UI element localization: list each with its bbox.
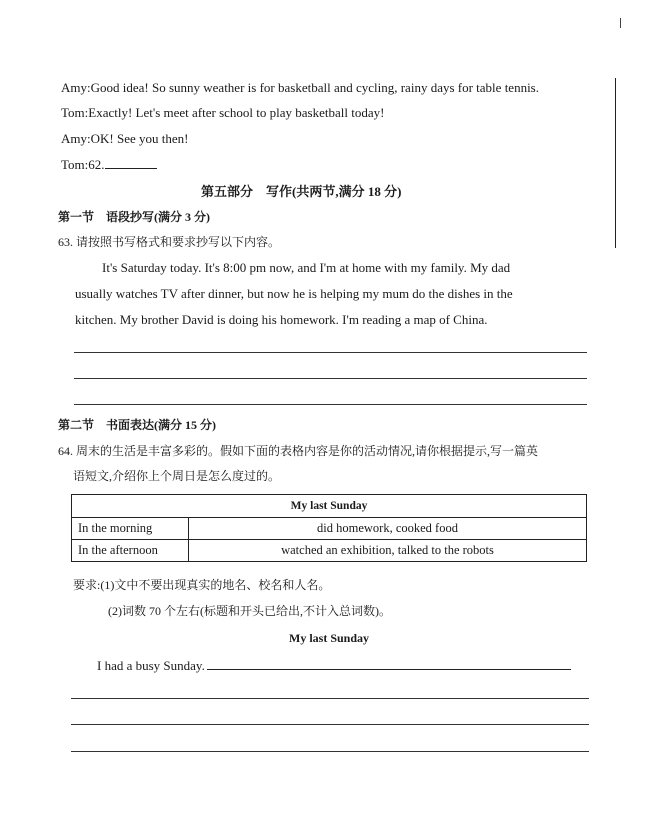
copy-writing-line-3[interactable] (74, 404, 587, 405)
essay-opening-line (97, 658, 571, 674)
passage-line-3: kitchen. My brother David is doing his homework. I'm reading a map of China. (75, 312, 488, 327)
table-row (72, 518, 587, 540)
table-row (72, 540, 587, 562)
question-63-prompt: 63. 请按照书写格式和要求抄写以下内容。 (58, 235, 281, 249)
passage-line-2: usually watches TV after dinner, but now he is helping my mum do the dishes in the (75, 286, 513, 301)
essay-writing-line-3[interactable] (71, 724, 589, 725)
margin-vertical-line (615, 78, 616, 248)
essay-opening-sentence: I had a busy Sunday. (97, 658, 205, 673)
page-corner-mark (620, 18, 621, 28)
question-64-prompt-line-1: 64. 周末的生活是丰富多彩的。假如下面的表格内容是你的活动情况,请你根据提示,写一篇英 (58, 444, 539, 458)
essay-writing-line-2[interactable] (71, 698, 589, 699)
table-header-row (72, 495, 587, 518)
table-row-value-afternoon: watched an exhibition, talked to the robots (189, 540, 587, 562)
answer-blank-62[interactable] (105, 157, 157, 169)
question-64-prompt-line-2: 语短文,介绍你上个周日是怎么度过的。 (73, 469, 281, 483)
passage-line-1: It's Saturday today. It's 8:00 pm now, and I'm at home with my family. My dad (102, 260, 511, 275)
section-2-heading: 第二节 书面表达(满分 15 分) (58, 418, 216, 432)
part-5-title: 第五部分 写作(共两节,满分 18 分) (201, 184, 402, 199)
section-1-heading: 第一节 语段抄写(满分 3 分) (58, 210, 210, 224)
table-row-value-morning: did homework, cooked food (189, 518, 587, 540)
dialogue-line-3: Amy:OK! See you then! (61, 131, 189, 146)
dialogue-line-2: Tom:Exactly! Let's meet after school to play basketball today! (61, 105, 385, 120)
table-row-label-afternoon: In the afternoon (72, 540, 189, 562)
requirement-1: 要求:(1)文中不要出现真实的地名、校名和人名。 (73, 578, 331, 592)
essay-writing-line-4[interactable] (71, 751, 589, 752)
essay-writing-line-1[interactable] (207, 658, 571, 670)
activity-table (71, 494, 587, 562)
dialogue-line-1: Amy:Good idea! So sunny weather is for basketball and cycling, rainy days for table tennis. (61, 80, 539, 95)
copy-writing-line-1[interactable] (74, 352, 587, 353)
requirement-2: (2)词数 70 个左右(标题和开头已给出,不计入总词数)。 (108, 604, 391, 618)
dialogue-line-4 (61, 157, 157, 173)
dialogue-line-4-prefix: Tom:62. (61, 157, 105, 172)
copy-writing-line-2[interactable] (74, 378, 587, 379)
essay-title: My last Sunday (289, 631, 370, 645)
table-title: My last Sunday (72, 495, 587, 518)
table-row-label-morning: In the morning (72, 518, 189, 540)
